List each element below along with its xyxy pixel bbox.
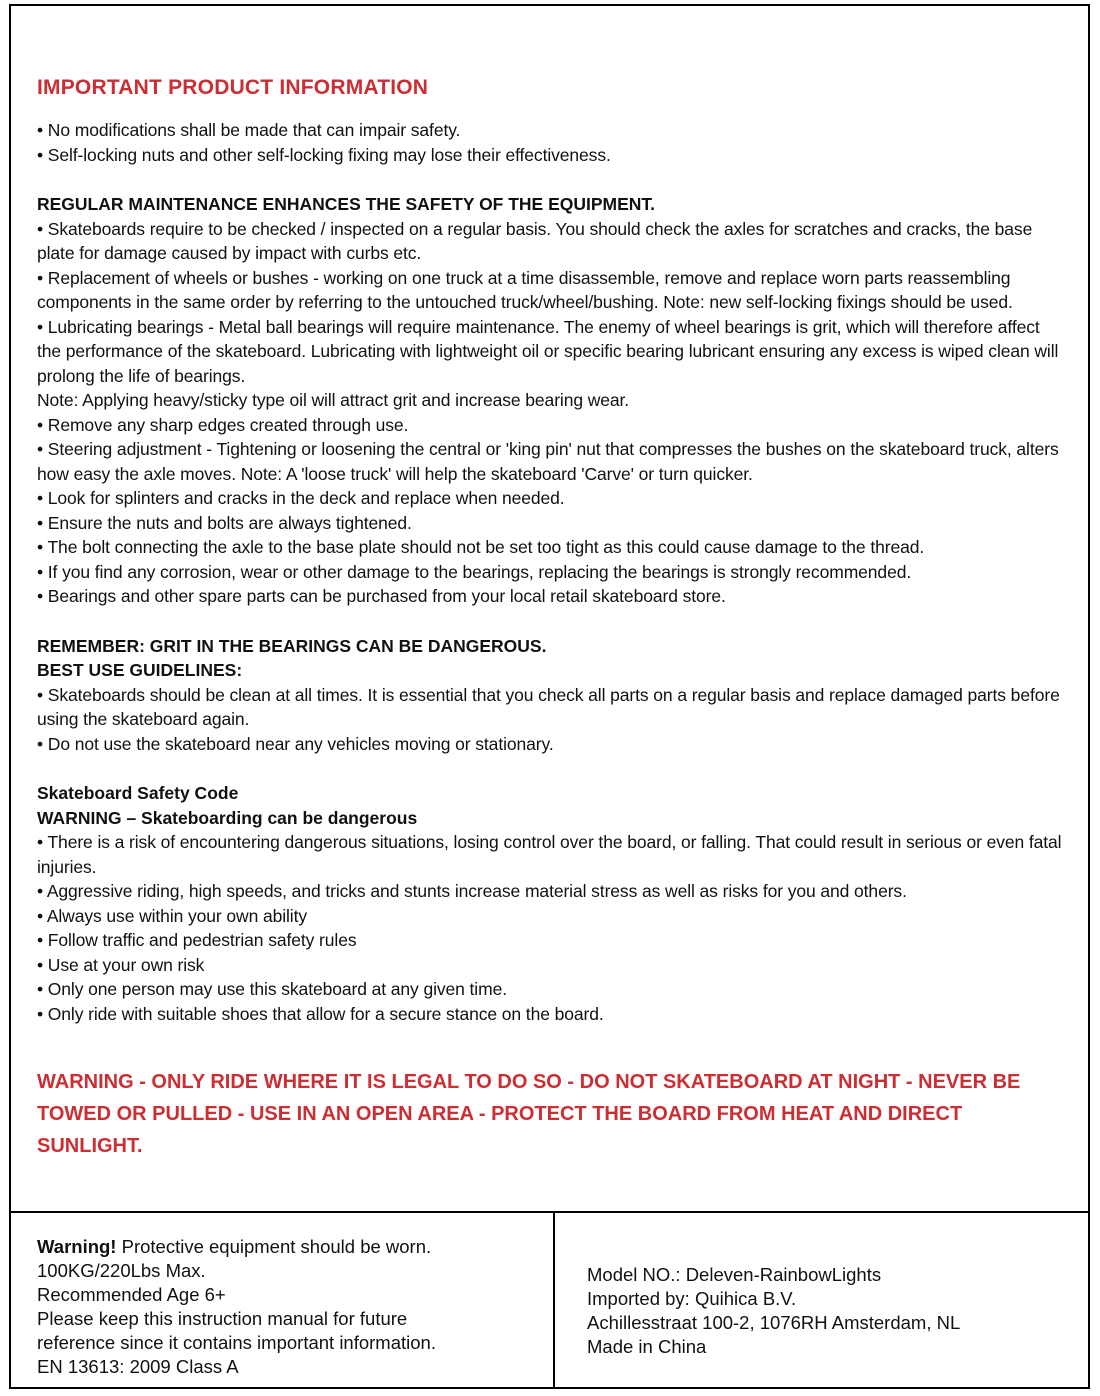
maintenance-heading: REGULAR MAINTENANCE ENHANCES THE SAFETY OF THE EQUIPMENT.	[37, 194, 656, 214]
intro-bullet: • Self-locking nuts and other self-locking fixing may lose their effectiveness.	[37, 144, 611, 165]
red-warning-block	[37, 1066, 1062, 1162]
safety-code-item: • Aggressive riding, high speeds, and tricks and stunts increase material stress as well as risks for you and others.	[37, 881, 907, 901]
document-content	[11, 76, 1088, 1162]
maintenance-item: • The bolt connecting the axle to the base plate should not be set too tight as this could cause damage to the thread.	[37, 537, 925, 557]
best-use-heading: BEST USE GUIDELINES:	[37, 660, 243, 680]
footer-left-line: Recommended Age 6+	[37, 1284, 226, 1305]
safety-code-item: • There is a risk of encountering dangerous situations, losing control over the board, or falling. That could result in serious or even fatal injuries.	[37, 832, 1062, 877]
footer-model-cell	[555, 1213, 1088, 1387]
best-use-item: • Do not use the skateboard near any vehicles moving or stationary.	[37, 733, 554, 754]
remember-heading: REMEMBER: GRIT IN THE BEARINGS CAN BE DANGEROUS.	[37, 635, 547, 656]
safety-code-item: • Only one person may use this skateboard at any given time.	[37, 979, 507, 999]
safety-code-item: • Always use within your own ability	[37, 905, 308, 926]
footer-warning-cell	[11, 1213, 555, 1387]
maintenance-item: • Remove any sharp edges created through use.	[37, 414, 409, 435]
intro-bullet: • No modifications shall be made that can impair safety.	[37, 120, 461, 140]
footer-right-line: Achillesstraat 100-2, 1076RH Amsterdam, NL	[587, 1312, 961, 1333]
footer-right-line: Imported by: Quihica B.V.	[587, 1288, 797, 1309]
red-warning-line: TOWED OR PULLED - USE IN AN OPEN AREA - PROTECT THE BOARD FROM HEAT AND DIRECT	[37, 1103, 963, 1125]
safety-code-item: • Use at your own risk	[37, 954, 205, 975]
footer-right-line: Made in China	[587, 1336, 707, 1357]
maintenance-item: • Steering adjustment - Tightening or loosening the central or 'king pin' nut that compresses the bushes on the skateboard truck, alters how easy the axle moves. Note: A 'loose truck' will help the skateboard 'Carve' or turn quicker.	[37, 439, 1059, 484]
safety-code-subtitle: WARNING – Skateboarding can be dangerous	[37, 807, 418, 828]
footer-left-line: reference since it contains important information.	[37, 1332, 436, 1353]
safety-code-item: • Follow traffic and pedestrian safety rules	[37, 930, 357, 950]
maintenance-item: • Lubricating bearings - Metal ball bearings will require maintenance. The enemy of wheel bearings is grit, which will therefore affect the performance of the skateboard. Lubricating with lightweight oil or specific bearing lubricant ensuring any excess is wiped clean will prolong the life of bearings.	[37, 316, 1059, 386]
maintenance-item: • Look for splinters and cracks in the deck and replace when needed.	[37, 488, 565, 508]
maintenance-item: • Ensure the nuts and bolts are always tightened.	[37, 512, 412, 533]
best-use-item: • Skateboards should be clean at all times. It is essential that you check all parts on a regular basis and replace damaged parts before using the skateboard again.	[37, 684, 1060, 729]
footer-left-line: EN 13613: 2009 Class A	[37, 1356, 239, 1377]
footer-info-table	[11, 1211, 1088, 1387]
maintenance-item: • If you find any corrosion, wear or other damage to the bearings, replacing the bearings is strongly recommended.	[37, 561, 912, 582]
footer-left-line: Please keep this instruction manual for future	[37, 1308, 408, 1329]
footer-left-line: 100KG/220Lbs Max.	[37, 1260, 206, 1281]
red-warning-line: SUNLIGHT.	[37, 1135, 143, 1157]
safety-code-item: • Only ride with suitable shoes that allow for a secure stance on the board.	[37, 1003, 604, 1024]
red-warning-line: WARNING - ONLY RIDE WHERE IT IS LEGAL TO DO SO - DO NOT SKATEBOARD AT NIGHT - NEVER BE	[37, 1071, 1021, 1093]
maintenance-item: • Bearings and other spare parts can be purchased from your local retail skateboard store.	[37, 586, 726, 606]
footer-right-line: Model NO.: Deleven-RainbowLights	[587, 1264, 882, 1285]
maintenance-item: • Replacement of wheels or bushes - working on one truck at a time disassemble, remove and replace worn parts reassembling components in the same order by referring to the untouched truck/wheel/bushing. Note: new self-locking fixings should be used.	[37, 267, 1013, 312]
footer-warning-label: Warning!	[37, 1236, 117, 1257]
safety-code-title: Skateboard Safety Code	[37, 783, 239, 803]
footer-warning-line	[37, 1235, 533, 1259]
document-page	[9, 4, 1090, 1389]
maintenance-note: Note: Applying heavy/sticky type oil will attract grit and increase bearing wear.	[37, 390, 630, 410]
page-title: IMPORTANT PRODUCT INFORMATION	[37, 76, 429, 99]
footer-warning-text: Protective equipment should be worn.	[116, 1236, 432, 1257]
maintenance-item: • Skateboards require to be checked / inspected on a regular basis. You should check the axles for scratches and cracks, the base plate for damage caused by impact with curbs etc.	[37, 218, 1033, 263]
